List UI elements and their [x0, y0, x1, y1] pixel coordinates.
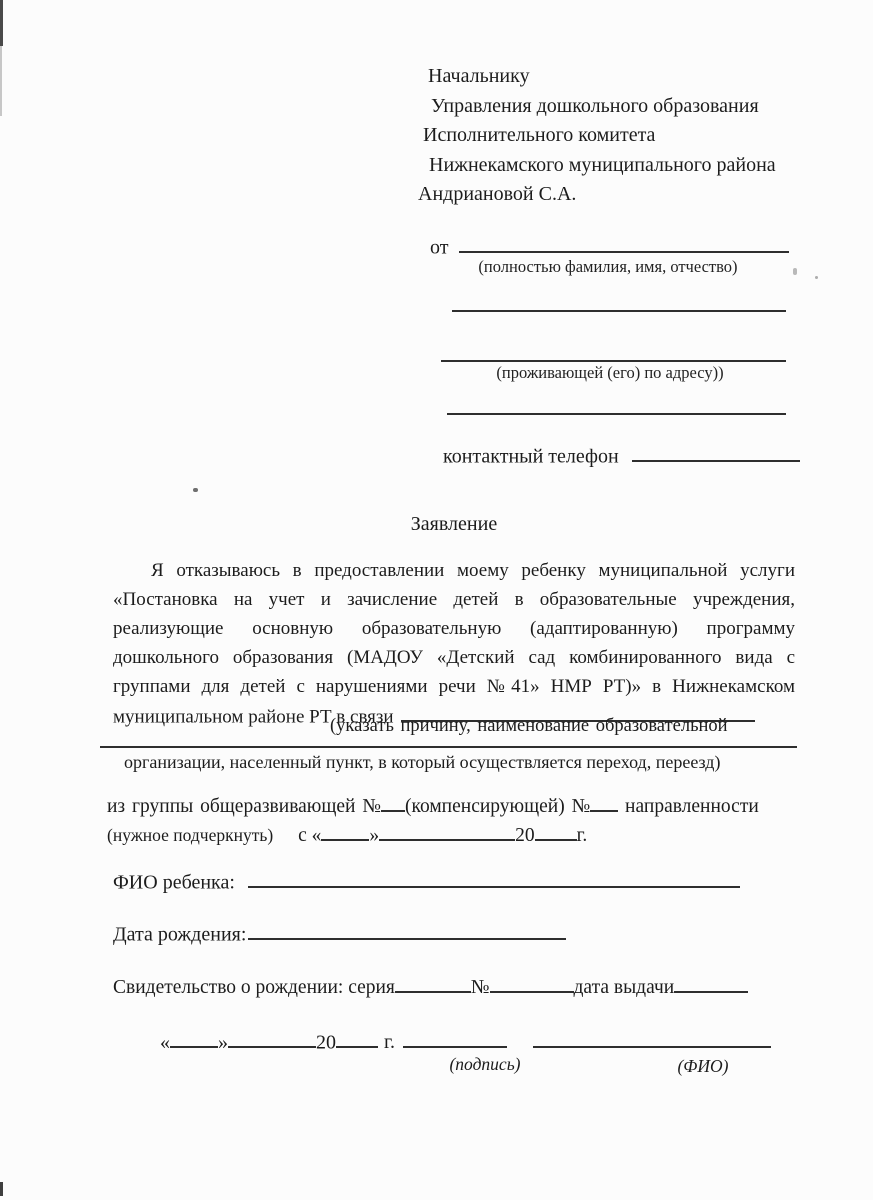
- certificate-row: [113, 971, 748, 999]
- certificate-label: Свидетельство о рождении: серия: [113, 976, 395, 998]
- day-blank: [321, 819, 369, 841]
- addressee-line: Андриановой С.А.: [418, 183, 577, 205]
- child-name-label: ФИО ребенка:: [113, 871, 235, 894]
- scan-edge-artifact: [0, 0, 3, 46]
- statement-line: дошкольного образования (МАДОУ «Детский сад комбинированного вида с: [113, 647, 795, 668]
- phone-blank: [632, 440, 800, 462]
- from-word: с: [298, 824, 307, 846]
- year-suffix: г.: [384, 1031, 395, 1054]
- fio-blank: [533, 1026, 771, 1048]
- group-type-1: из группы общеразвивающей №: [107, 795, 381, 817]
- reason-caption-2: организации, населенный пункт, в который осуществляется переход, переезд): [124, 752, 721, 772]
- certificate-number-sign: №: [470, 976, 490, 998]
- quote-open: «: [311, 824, 322, 846]
- signature-blank: [403, 1026, 507, 1048]
- phone-label: контактный телефон: [443, 445, 619, 468]
- reason-caption-1: (указать причину, наименование образовательной: [330, 716, 728, 736]
- year-prefix: 20: [316, 1031, 336, 1054]
- address-caption: (проживающей (его) по адресу)): [496, 363, 724, 382]
- applicant-name-blank: [459, 231, 789, 253]
- statement-line: реализующие основную образовательную (адаптированную) программу: [113, 618, 795, 639]
- certificate-date-label: дата выдачи: [573, 976, 675, 998]
- addressee-line: Нижнекамского муниципального района: [429, 153, 776, 176]
- group-number-blank-2: [590, 790, 618, 812]
- signature-date-row: [160, 1026, 771, 1054]
- month-blank: [228, 1026, 316, 1048]
- statement-paragraph: [113, 556, 795, 731]
- fio-caption: (ФИО): [677, 1056, 729, 1076]
- signature-caption: (подпись): [449, 1054, 521, 1074]
- birthdate-blank: [248, 918, 566, 940]
- certificate-date-blank: [674, 971, 748, 993]
- scan-edge-artifact: [0, 46, 2, 116]
- statement-line: группами для детей с нарушениями речи №41» НМР РТ)» в Нижнекамском: [113, 676, 795, 697]
- scan-speck: [815, 276, 818, 279]
- addressee-line: Исполнительного комитета: [423, 124, 656, 146]
- addressee-block: [418, 62, 798, 210]
- birthdate-label: Дата рождения:: [113, 923, 247, 946]
- year-suffix: г.: [576, 824, 588, 846]
- scan-speck: [793, 268, 797, 275]
- quote-close: »: [218, 1031, 228, 1054]
- day-blank: [170, 1026, 218, 1048]
- from-label: от: [430, 236, 449, 259]
- group-date-line: [107, 819, 587, 847]
- group-direction: направленности: [625, 795, 759, 817]
- fullname-caption: (полностью фамилия, имя, отчество): [478, 257, 738, 276]
- addressee-line: Начальнику: [428, 65, 530, 87]
- birthdate-row: [113, 918, 566, 946]
- scan-speck: [193, 488, 198, 492]
- child-name-blank: [248, 866, 740, 888]
- underline-note: (нужное подчеркнуть): [107, 824, 274, 845]
- statement-line: Я отказываюсь в предоставлении моему ребенку муниципальной услуги: [151, 560, 795, 581]
- reason-blank-full-line: [100, 726, 797, 748]
- certificate-number-blank: [490, 971, 574, 993]
- certificate-series-blank: [395, 971, 471, 993]
- addressee-line: Управления дошкольного образования: [431, 94, 759, 117]
- group-line: [107, 790, 807, 818]
- phone-row: [443, 440, 800, 468]
- group-type-2: (компенсирующей) №: [404, 795, 591, 817]
- child-name-row: [113, 866, 740, 894]
- blank-line: [452, 290, 786, 312]
- from-row: [430, 231, 789, 259]
- month-blank: [379, 819, 515, 841]
- quote-close: »: [369, 824, 380, 846]
- blank-line: [447, 393, 786, 415]
- statement-title: Заявление: [410, 513, 498, 535]
- group-number-blank-1: [381, 790, 405, 812]
- scan-edge-artifact: [0, 1182, 3, 1196]
- statement-line: «Постановка на учет и зачисление детей в образовательные учреждения,: [113, 589, 795, 610]
- address-blank-line: [441, 340, 786, 362]
- quote-open: «: [160, 1031, 170, 1054]
- year-blank: [336, 1026, 378, 1048]
- year-blank: [535, 819, 577, 841]
- reason-prefix: муниципальном районе РТ в связи: [113, 706, 394, 728]
- year-prefix: 20: [515, 824, 535, 846]
